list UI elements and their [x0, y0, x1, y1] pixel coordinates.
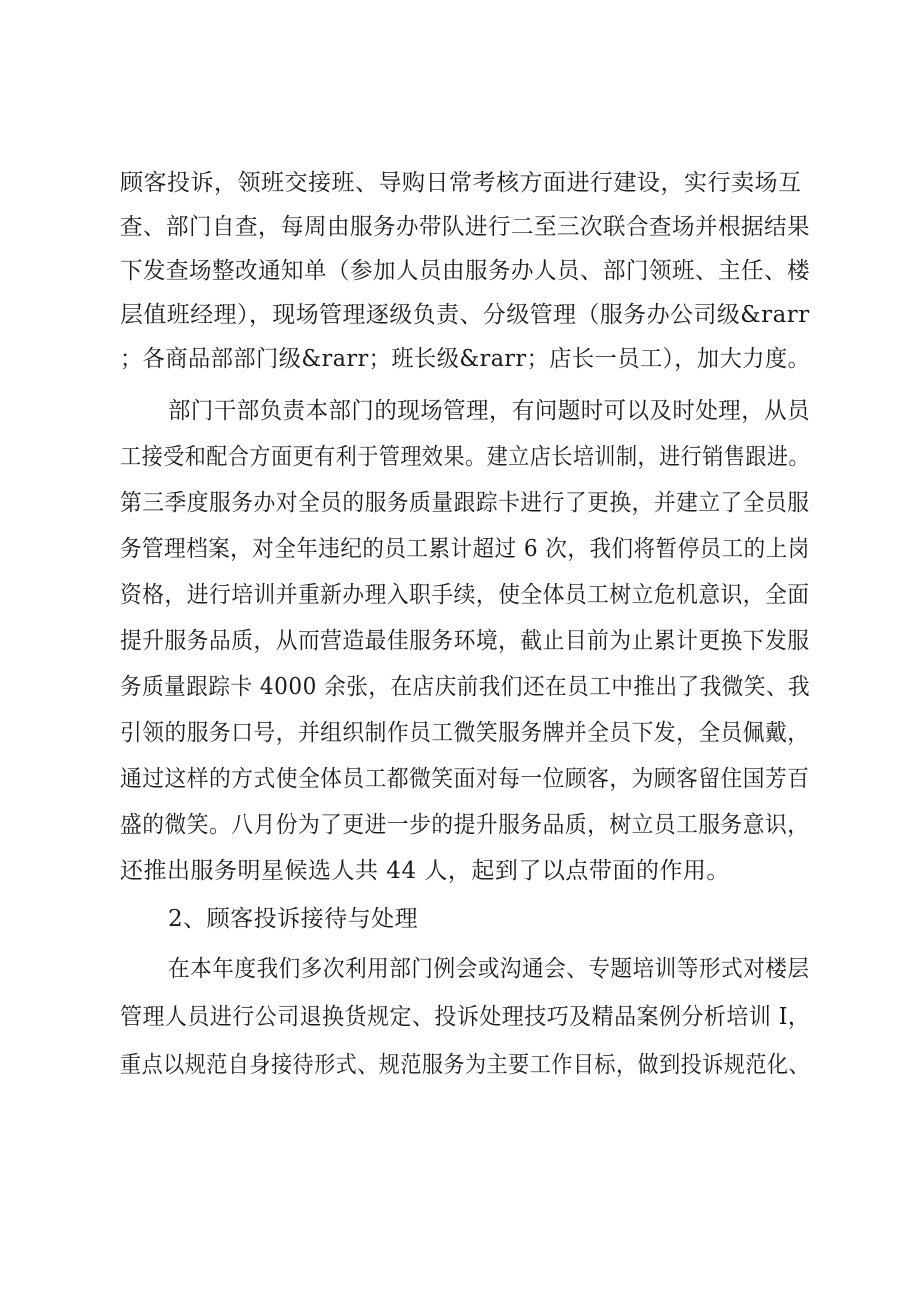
text-line-2: 查、部门自查，每周由服务办带队进行二至三次联合查场并根据结果 [120, 214, 810, 240]
section-heading: 2、顾客投诉接待与处理 [168, 906, 419, 932]
text-line-20: 重点以规范自身接待形式、规范服务为主要工作目标，做到投诉规范化、 [120, 1052, 810, 1078]
paragraph-start-line: 部门干部负责本部门的现场管理，有问题时可以及时处理，从员 [168, 398, 810, 424]
paragraph-start-line-2: 在本年度我们多次利用部门例会或沟通会、专题培训等形式对楼层 [168, 956, 810, 982]
text-line-9: 务管理档案，对全年违纪的员工累计超过 6 次，我们将暂停员工的上岗 [120, 536, 810, 562]
text-line-10: 资格，进行培训并重新办理入职手续，使全体员工树立危机意识，全面 [120, 582, 810, 608]
text-line-4: 层值班经理），现场管理逐级负责、分级管理（服务办公司级&rarr [120, 302, 810, 328]
text-line-14: 通过这样的方式使全体员工都微笑面对每一位顾客，为顾客留住国芳百 [120, 766, 810, 792]
text-line-11: 提升服务品质，从而营造最佳服务环境，截止目前为止累计更换下发服 [120, 628, 810, 654]
text-line-8: 第三季度服务办对全员的服务质量跟踪卡进行了更换，并建立了全员服 [120, 490, 810, 516]
text-line-16: 还推出服务明星候选人共 44 人，起到了以点带面的作用。 [120, 858, 730, 884]
text-line-12: 务质量跟踪卡 4000 余张，在店庆前我们还在员工中推出了我微笑、我 [120, 674, 811, 700]
text-line-7: 工接受和配合方面更有利于管理效果。建立店长培训制，进行销售跟进。 [120, 444, 810, 470]
text-line-19: 管理人员进行公司退换货规定、投诉处理技巧及精品案例分析培训 I， [120, 1004, 811, 1030]
text-line-5: ；各商品部部门级&rarr；班长级&rarr；店长一员工），加大力度。 [120, 346, 811, 372]
text-line-13: 引领的服务口号，并组织制作员工微笑服务牌并全员下发，全员佩戴， [120, 720, 810, 746]
text-line-15: 盛的微笑。八月份为了更进一步的提升服务品质，树立员工服务意识， [120, 812, 810, 838]
text-line-3: 下发查场整改通知单（参加人员由服务办人员、部门领班、主任、楼 [120, 258, 810, 284]
text-line-1: 顾客投诉，领班交接班、导购日常考核方面进行建设，实行卖场互 [120, 170, 802, 196]
